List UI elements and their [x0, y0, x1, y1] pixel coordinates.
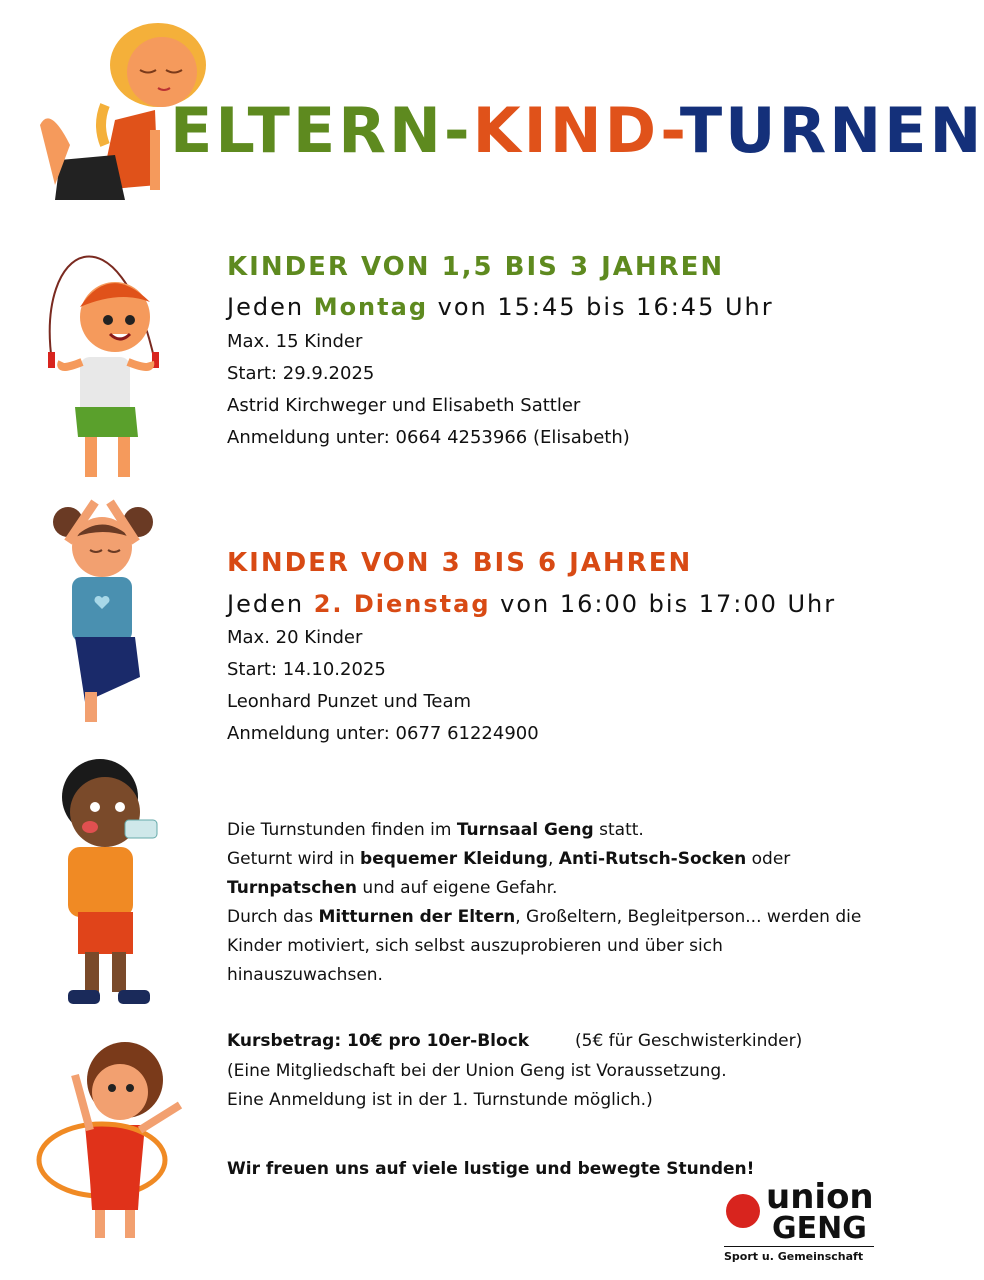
section2-schedule-day: 2. Dienstag [313, 590, 491, 618]
info-emphasis: Turnsaal Geng [456, 820, 594, 840]
tree-pose-girl-icon [40, 502, 170, 732]
info-emphasis: Anti-Rutsch-Socken [558, 849, 747, 869]
closing-text: Wir freuen uns auf viele lustige und bewegte Stunden! [227, 1159, 755, 1179]
drinking-boy-icon [50, 752, 180, 1014]
fee-note-1: (Eine Mitgliedschaft bei der Union Geng ist Voraussetzung. [227, 1061, 727, 1081]
info-text: , [547, 849, 559, 869]
title-part-turnen: TURNEN [679, 94, 984, 167]
section2-max: Max. 20 Kinder [227, 627, 363, 648]
union-geng-logo [724, 1177, 879, 1265]
logo-word-union: union [766, 1177, 874, 1217]
section2-schedule-prefix: Jeden [227, 590, 314, 618]
section1-schedule-prefix: Jeden [227, 293, 314, 321]
page-title [170, 94, 984, 167]
section2-heading: KINDER VON 3 BIS 6 JAHREN [227, 548, 693, 578]
section1-heading: KINDER VON 1,5 BIS 3 JAHREN [227, 252, 725, 282]
union-u-icon [726, 1194, 760, 1228]
section2-start: Start: 14.10.2025 [227, 659, 386, 680]
title-part-eltern: ELTERN- [170, 94, 473, 167]
info-text: Geturnt wird in [227, 849, 361, 869]
jump-rope-boy-icon [30, 222, 180, 484]
info-line [227, 816, 861, 845]
info-text: , Großeltern, Begleitperson... werden die [515, 907, 862, 927]
section1-schedule [227, 293, 774, 321]
logo-word-geng: GENG [772, 1211, 867, 1246]
info-text: Durch das [227, 907, 319, 927]
info-line [227, 874, 861, 903]
fee-label: Kursbetrag: 10€ pro 10er-Block [227, 1031, 530, 1051]
fee-sibling: (5€ für Geschwisterkinder) [575, 1031, 803, 1051]
hula-hoop-girl-icon [30, 1030, 195, 1245]
info-emphasis: bequemer Kleidung [360, 849, 548, 869]
section1-schedule-day: Montag [313, 293, 428, 321]
info-line: hinauszuwachsen. [227, 965, 383, 985]
section2-schedule [227, 590, 836, 618]
fee-note-2: Eine Anmeldung ist in der 1. Turnstunde möglich.) [227, 1090, 653, 1110]
section1-schedule-time: von 15:45 bis 16:45 Uhr [428, 293, 774, 321]
section2-schedule-time: von 16:00 bis 17:00 Uhr [490, 590, 837, 618]
info-emphasis: Mitturnen der Eltern [318, 907, 516, 927]
info-emphasis: Turnpatschen [227, 878, 358, 898]
section1-max: Max. 15 Kinder [227, 331, 363, 352]
info-text: und auf eigene Gefahr. [357, 878, 558, 898]
info-text: Die Turnstunden finden im [227, 820, 457, 840]
info-paragraph [227, 816, 861, 990]
title-part-kind: KIND- [472, 94, 680, 167]
logo-divider [724, 1246, 874, 1247]
info-line: Kinder motiviert, sich selbst auszuprobieren und über sich [227, 936, 723, 956]
logo-tagline: Sport u. Gemeinschaft [724, 1250, 864, 1263]
info-line [227, 903, 861, 932]
info-text: oder [746, 849, 791, 869]
section1-start: Start: 29.9.2025 [227, 363, 375, 384]
section1-leaders: Astrid Kirchweger und Elisabeth Sattler [227, 395, 581, 416]
info-line [227, 845, 861, 874]
info-text: statt. [593, 820, 644, 840]
section2-registration: Anmeldung unter: 0677 61224900 [227, 723, 539, 744]
section2-leaders: Leonhard Punzet und Team [227, 691, 472, 712]
section1-registration: Anmeldung unter: 0664 4253966 (Elisabeth) [227, 427, 630, 448]
